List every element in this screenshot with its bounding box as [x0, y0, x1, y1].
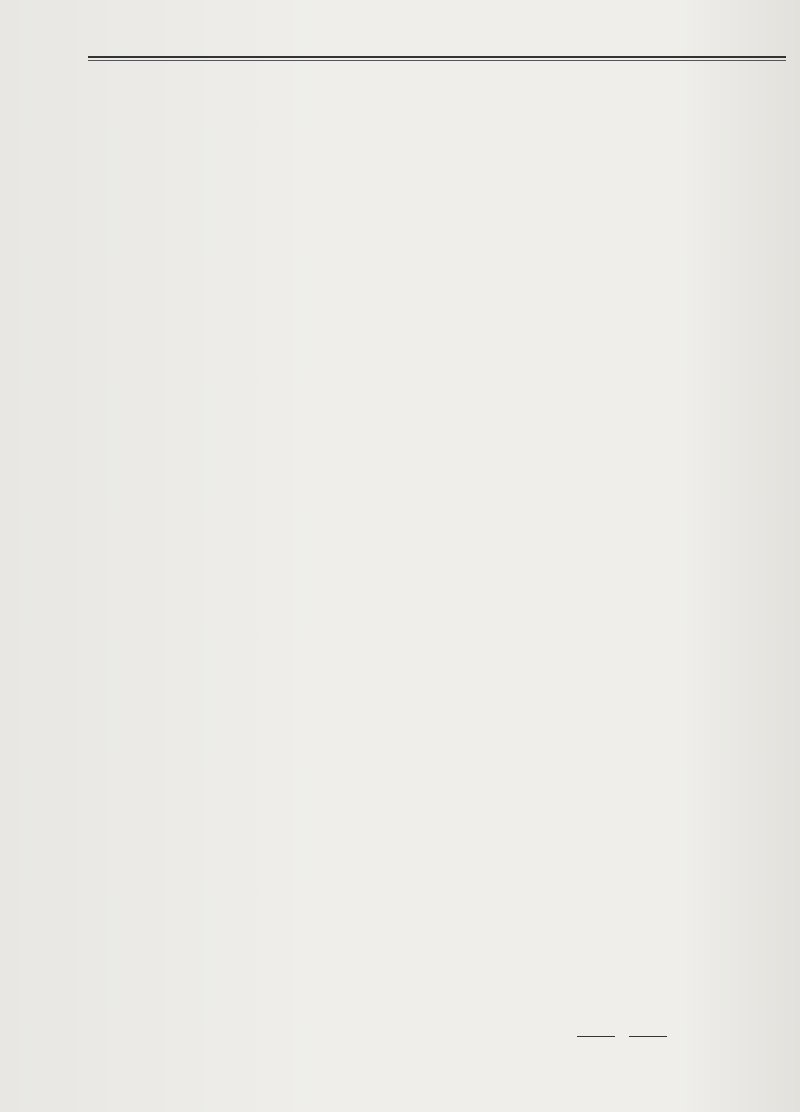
- header-rule: [88, 56, 786, 58]
- ornament-diamonds: [615, 1032, 629, 1041]
- end-ornament: [577, 1032, 667, 1042]
- page-header: [88, 33, 786, 51]
- right-column: [443, 66, 786, 75]
- header-rule-thin: [88, 60, 786, 61]
